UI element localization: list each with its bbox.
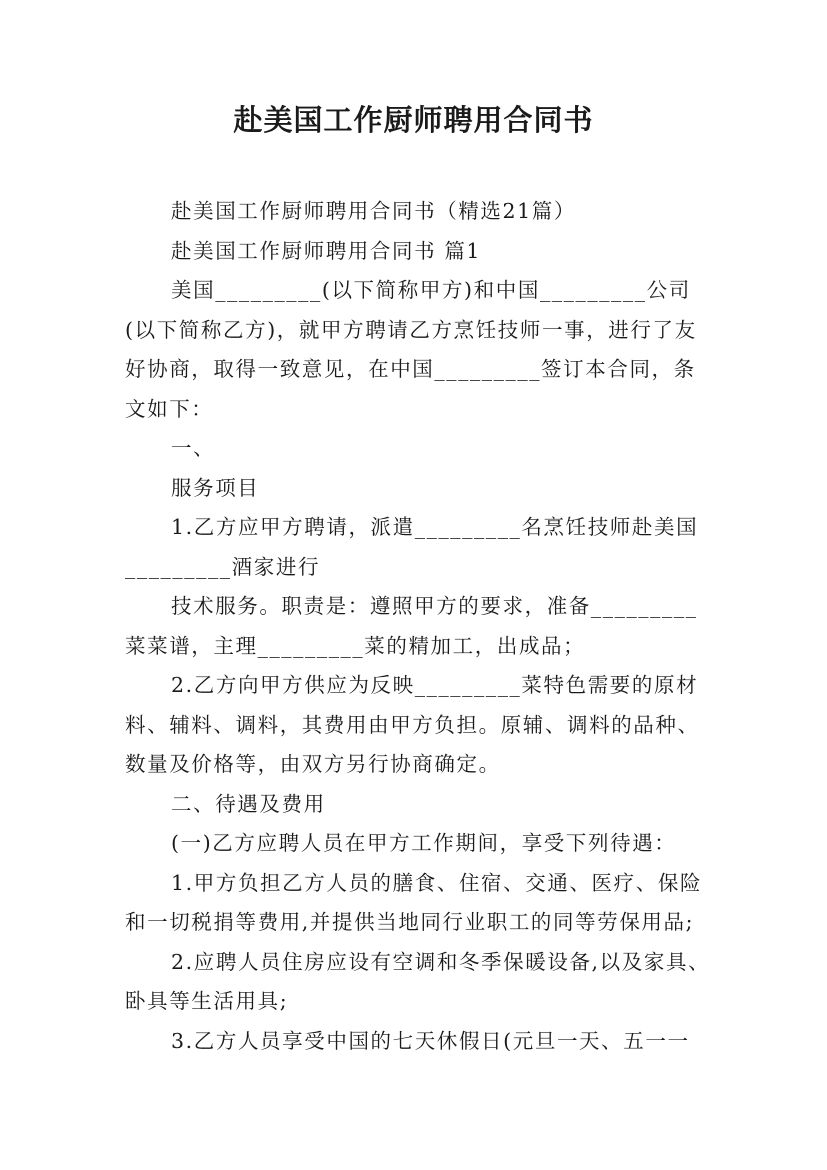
subtitle-line: 赴美国工作厨师聘用合同书（精选21篇） — [171, 199, 576, 223]
paragraph-line: 菜菜谱，主理_________菜的精加工，出成品； — [125, 633, 586, 658]
clause-number: 一、 — [171, 436, 216, 460]
paragraph-line: (一)乙方应聘人员在甲方工作期间，享受下列待遇： — [171, 831, 677, 855]
paragraph-line: 料、辅料、调料，其费用由甲方负担。原辅、调料的品种、 — [125, 712, 700, 737]
paragraph-line: 卧具等生活用具; — [125, 989, 289, 1013]
clause-heading: 二、待遇及费用 — [171, 791, 326, 816]
paragraph-line: 1.乙方应甲方聘请，派遣_________名烹饪技师赴美国 — [171, 515, 699, 539]
paragraph-line: 2.乙方向甲方供应为反映_________菜特色需要的原材 — [171, 673, 699, 697]
paragraph-line: (以下简称乙方)，就甲方聘请乙方烹饪技师一事，进行了友 — [125, 317, 697, 342]
section-heading: 赴美国工作厨师聘用合同书 篇1 — [171, 238, 482, 263]
paragraph-line: 数量及价格等，由双方另行协商确定。 — [125, 752, 501, 776]
paragraph-line: 和一切税捐等费用,并提供当地同行业职工的同等劳保用品; — [125, 910, 695, 934]
paragraph-line: 好协商，取得一致意见，在中国_________签订本合同，条 — [125, 357, 696, 381]
paragraph-line: _________酒家进行 — [125, 554, 321, 579]
clause-heading: 服务项目 — [171, 475, 260, 500]
paragraph-line: 3.乙方人员享受中国的七天休假日(元旦一天、五一一 — [171, 1028, 690, 1053]
document-body — [125, 192, 715, 1061]
document-title: 赴美国工作厨师聘用合同书 — [233, 103, 594, 137]
paragraph-line: 美国_________(以下简称甲方)和中国_________公司 — [171, 278, 691, 302]
paragraph-line: 2.应聘人员住房应设有空调和冬季保暖设备,以及家具、 — [171, 949, 711, 974]
paragraph-line: 1.甲方负担乙方人员的膳食、住宿、交通、医疗、保险 — [171, 870, 703, 895]
paragraph-line: 技术服务。职责是：遵照甲方的要求，准备_________ — [171, 594, 698, 618]
paragraph-line: 文如下： — [125, 396, 214, 421]
